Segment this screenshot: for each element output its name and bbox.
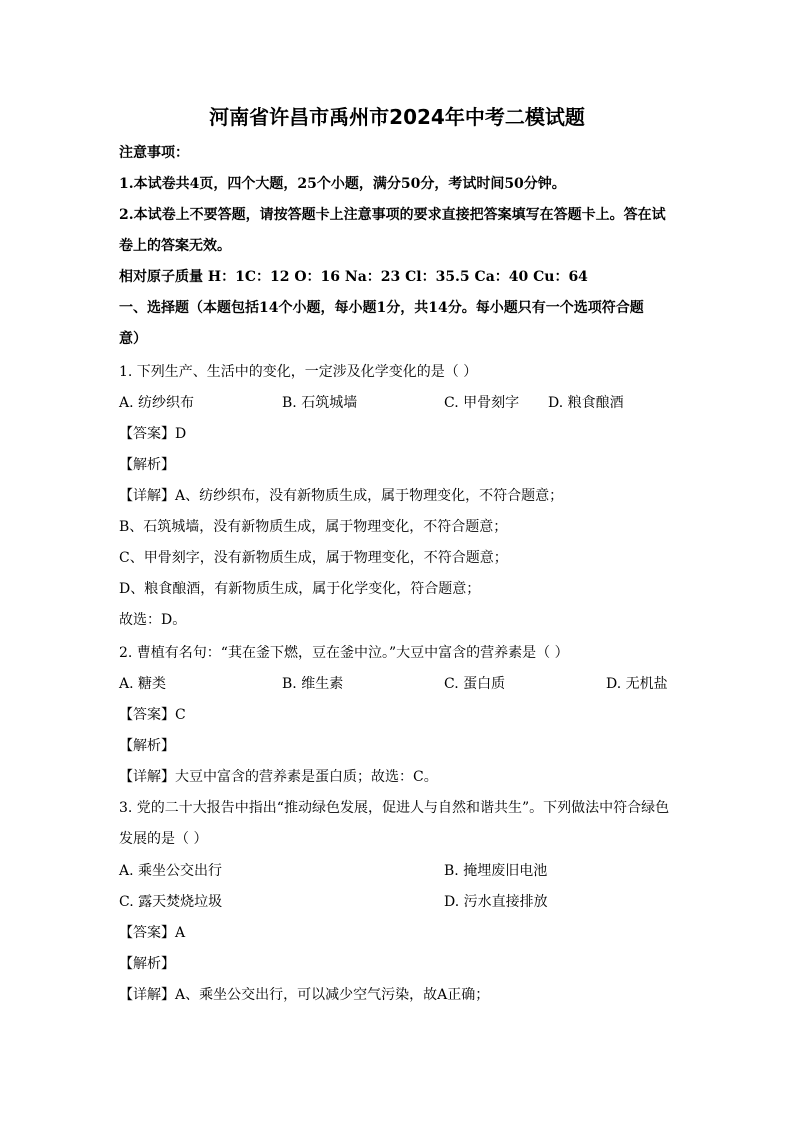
question-1-option-b: B. 石筑城墙 (282, 395, 358, 411)
question-2-stem: 2. 曹植有名句：“萁在釜下燃，豆在釜中泣。”大豆中富含的营养素是（ ） (119, 645, 569, 661)
question-3-stem-line-2: 发展的是（ ） (119, 831, 208, 847)
notice-item-1: 1.本试卷共4页，四个大题，25个小题，满分50分，考试时间50分钟。 (119, 176, 566, 192)
question-2-answer: 【答案】C (119, 707, 186, 723)
question-2-option-c: C. 蛋白质 (444, 676, 506, 692)
notice-heading: 注意事项： (119, 145, 189, 161)
page-title: 河南省许昌市禹州市2024年中考二模试题 (209, 105, 585, 129)
section-1-heading-line-2: 意） (119, 331, 147, 347)
question-1-answer: 【答案】D (119, 426, 187, 442)
question-3-analysis: 【解析】 (119, 956, 175, 972)
question-3-option-b: B. 掩埋废旧电池 (444, 863, 548, 879)
question-1-option-d: D. 粮食酿酒 (548, 395, 624, 411)
question-1-analysis: 【解析】 (119, 457, 175, 473)
question-3-answer: 【答案】A (119, 925, 186, 941)
notice-item-2-line-1: 2.本试卷上不要答题，请按答题卡上注意事项的要求直接把答案填写在答题卡上。答在试 (119, 207, 666, 223)
question-1-detail-2: B、石筑城墙，没有新物质生成，属于物理变化，不符合题意； (119, 519, 508, 535)
question-2-option-d: D. 无机盐 (606, 676, 668, 692)
question-1-detail-4: D、粮食酿酒，有新物质生成，属于化学变化，符合题意； (119, 581, 481, 597)
question-1-stem: 1. 下列生产、生活中的变化，一定涉及化学变化的是（ ） (119, 364, 478, 380)
question-1-detail-3: C、甲骨刻字，没有新物质生成，属于物理变化，不符合题意； (119, 550, 508, 566)
question-1-detail-1: 【详解】A、纺纱织布，没有新物质生成，属于物理变化，不符合题意； (119, 488, 564, 504)
question-3-option-d: D. 污水直接排放 (444, 894, 548, 910)
question-2-detail-1: 【详解】大豆中富含的营养素是蛋白质；故选：C。 (119, 769, 438, 785)
question-1-detail-5: 故选：D。 (119, 612, 187, 628)
question-3-detail-1: 【详解】A、乘坐公交出行，可以减少空气污染，故A正确； (119, 987, 490, 1003)
question-3-option-c: C. 露天焚烧垃圾 (119, 894, 223, 910)
question-2-option-b: B. 维生素 (282, 676, 344, 692)
atomic-mass-line: 相对原子质量 H：1C：12 O：16 Na：23 Cl：35.5 Ca：40 Cu：64 (119, 269, 588, 285)
question-2-analysis: 【解析】 (119, 738, 175, 754)
question-3-stem-line-1: 3. 党的二十大报告中指出“推动绿色发展，促进人与自然和谐共生”。下列做法中符合绿色 (119, 800, 670, 816)
section-1-heading-line-1: 一、选择题（本题包括14个小题，每小题1分，共14分。每小题只有一个选项符合题 (119, 300, 644, 316)
question-1-option-c: C. 甲骨刻字 (444, 395, 520, 411)
question-3-option-a: A. 乘坐公交出行 (119, 863, 223, 879)
question-1-option-a: A. 纺纱织布 (119, 395, 195, 411)
notice-item-2-line-2: 卷上的答案无效。 (119, 238, 231, 254)
question-2-option-a: A. 糖类 (119, 676, 167, 692)
